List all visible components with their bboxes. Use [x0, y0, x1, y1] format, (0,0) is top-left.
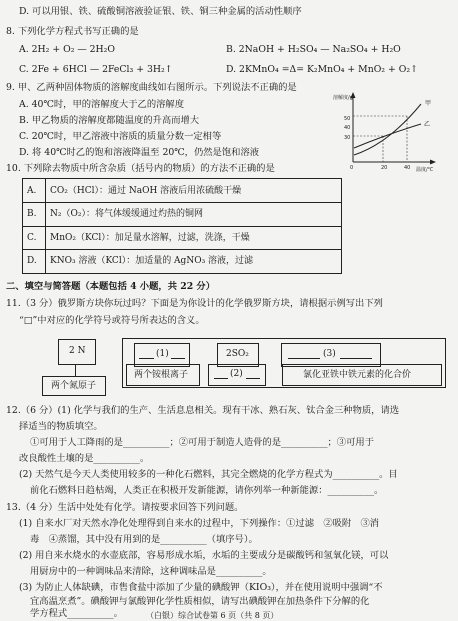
q9-option-d: D. 将 40℃时乙的饱和溶液降温至 20℃，仍然是饱和溶液: [19, 147, 260, 158]
chart-xlabel: 温度/℃: [416, 167, 434, 173]
q13-line-7: 宜高温烹煮”。碘酸钾与氯酸钾化学性质相似，请写出碘酸钾在加热条件下分解的化: [30, 596, 370, 607]
table-row-c-option: C.: [27, 233, 37, 243]
ammonium-label-text: 两个铵根离子: [134, 370, 189, 380]
blank-2-label: (2): [230, 369, 243, 379]
table-row-b-text: N₂（O₂）：将气体缓缓通过灼热的铜网: [50, 209, 203, 219]
q9-option-b: B. 甲乙物质的溶解度都随温度的升高而增大: [19, 115, 200, 126]
chart-series-jia: 甲: [425, 100, 432, 107]
q11-line-1: 11.（3 分）俄罗斯方块你玩过吗？下面是为你设计的化学俄罗斯方块，请根据示例写出下列: [6, 298, 383, 309]
chart-series-yi: 乙: [424, 121, 431, 128]
chart-ytick-30: 30: [344, 135, 351, 141]
q9-stem: 9. 甲、乙两种固体物质的溶解度曲线如右图所示。下列说法不正确的是: [6, 82, 297, 93]
q8-option-a: A. 2H₂ + O₂ — 2H₂O: [19, 44, 116, 55]
q7-option-d: D. 可以用银、铁、硫酸铜溶液验证银、铁、铜三种金属的活动性顺序: [19, 6, 302, 17]
page-footer: （白银）综合试卷第 6 页（共 8 页）: [146, 611, 279, 620]
q12-line-4: 改良酸性土壤的是__________。: [19, 453, 150, 464]
chart-ytick-40: 40: [344, 125, 351, 131]
q12-line-1: 12.（6 分）(1) 化学与我们的生产、生活息息相关。现有干冰、熟石灰、钛合金三种物质，请选: [6, 405, 400, 416]
q12-line-6: 前化石燃料日趋枯竭，人类正在积极开发新能源，请你列举一种新能源：__________。: [30, 485, 384, 496]
chart-ylabel: 溶解度/g: [333, 95, 353, 101]
q11-line-2: “□”中对应的化学符号或符号所表达的含义。: [19, 315, 205, 326]
q8-option-c: C. 2Fe + 6HCl — 2FeCl₃ + 3H₂↑: [19, 64, 173, 75]
q13-line-5: 用厨房中的一种调味品来清除，这种调味品是__________。: [30, 566, 272, 577]
q10-options-table: [22, 178, 342, 274]
example-symbol-box: [58, 339, 96, 365]
example-symbol-text: 2 N: [69, 346, 86, 356]
q10-stem: 10. 下列除去物质中所含杂质（括号内的物质）的方法不正确的是: [6, 163, 275, 174]
table-row-a-text: CO₂（HCl）：通过 NaOH 溶液后用浓硫酸干燥: [50, 186, 242, 196]
q12-line-5: (2) 天然气是今天人类使用较多的一种化石燃料，其完全燃烧的化学方程式为__________。目: [19, 469, 398, 480]
q12-line-2: 择适当的物质填空。: [19, 421, 103, 432]
symbol-2so2-text: 2SO₂: [226, 349, 249, 359]
q13-line-8: 学方程式__________。: [30, 608, 123, 619]
blank-1-label: (1): [156, 349, 169, 359]
q13-line-2: (1) 自来水厂对天然水净化处理得到自来水的过程中，下列操作：①过滤 ②吸附 ③消: [19, 518, 380, 529]
curve-jia: [354, 104, 421, 155]
q12-line-3: ①可用于人工降雨的是__________；②可用于制造人造骨的是__________；③可用于: [30, 437, 374, 448]
iron-valence-label-box: [282, 364, 442, 386]
table-row-b-option: B.: [27, 209, 37, 219]
solubility-curve-figure: [333, 92, 445, 174]
iron-valence-label-text: 氯化亚铁中铁元素的化合价: [303, 370, 412, 380]
blank-2-box[interactable]: [208, 364, 266, 386]
example-meaning-box: [42, 376, 106, 396]
blank-3-label: (3): [323, 349, 336, 359]
table-row-a-option: A.: [27, 186, 37, 196]
q8-option-d: D. 2KMnO₄ =Δ= K₂MnO₄ + MnO₂ + O₂↑: [226, 64, 418, 75]
q13-line-1: 13.（4 分）生活中处处有化学。请按要求回答下列问题。: [6, 502, 244, 513]
q9-option-a: A. 40℃时，甲的溶解度大于乙的溶解度: [19, 99, 185, 110]
chart-ytick-50: 50: [344, 116, 351, 122]
q13-line-4: (2) 用自来水烧水的水壶底部，容易形成水垢，水垢的主要成分是碳酸钙和氢氧化镁，可以: [19, 550, 389, 561]
example-meaning-text: 两个氮原子: [51, 381, 97, 391]
chart-xtick-0: 0: [350, 165, 354, 171]
q9-option-c: C. 20℃时，甲乙溶液中溶质的质量分数一定相等: [19, 131, 222, 142]
section-2-heading: 二、填空与简答题（本题包括 4 小题，共 22 分）: [6, 281, 215, 292]
q8-stem: 8. 下列化学方程式书写正确的是: [6, 26, 139, 37]
table-row-d-option: D.: [27, 256, 37, 266]
example-connector: [75, 364, 76, 376]
chart-xtick-20: 20: [381, 165, 388, 171]
q13-line-3: 毒 ④蒸馏，其中没有用到的是__________（填序号）。: [30, 534, 258, 545]
table-row-c-text: MnO₂（KCl）：加足量水溶解，过滤，洗涤，干燥: [50, 233, 250, 243]
q13-line-6: (3) 为防止人体缺碘，市售食盐中添加了少量的碘酸钾（KIO₃），并在使用说明中强调“不: [19, 582, 383, 593]
ammonium-label-box: [126, 364, 200, 386]
table-row-d-text: KNO₃ 溶液（KCl）：加适量的 AgNO₃ 溶液，过滤: [50, 256, 254, 266]
chart-xtick-40: 40: [404, 165, 411, 171]
q8-option-b: B. 2NaOH + H₂SO₄ — Na₂SO₄ + H₂O: [226, 44, 401, 55]
